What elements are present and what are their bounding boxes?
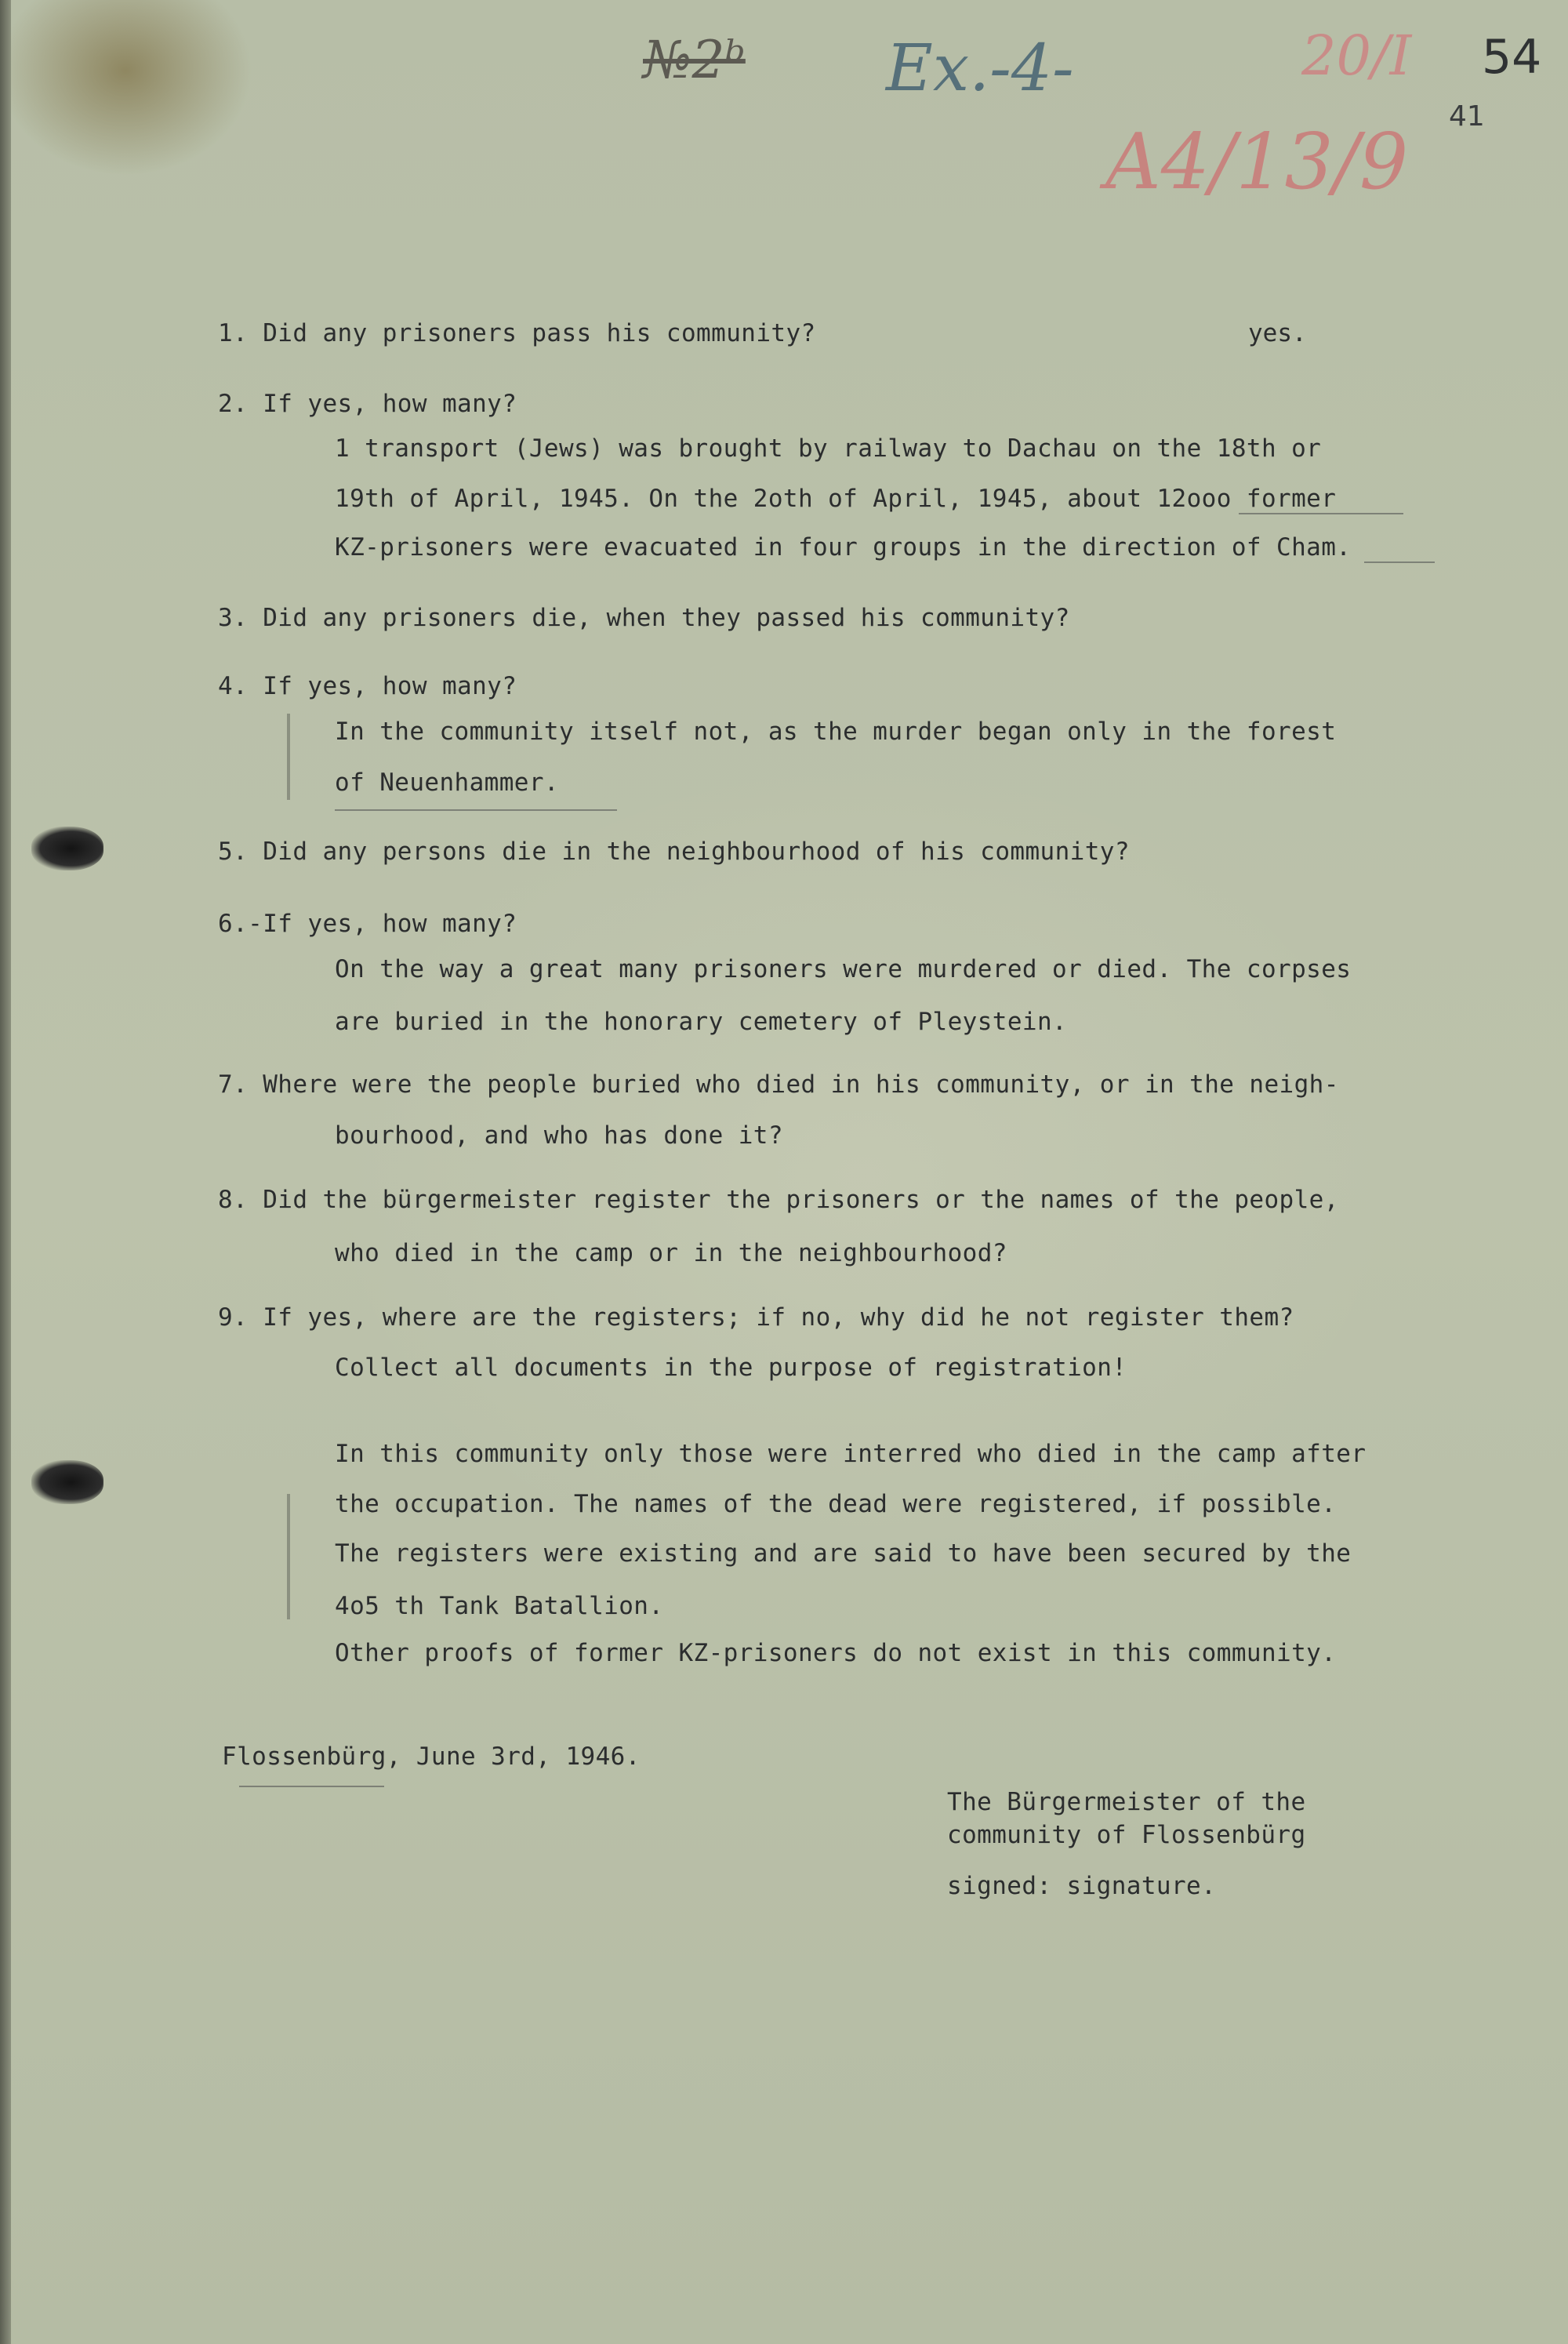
underline-mark [239,1786,384,1787]
question-number: 5. [218,838,249,866]
document-number-annotation: №2ᵇ [643,30,746,90]
question-text: If yes, how many? [263,390,517,418]
question-7-line-2: bourhood, and who has done it? [335,1121,783,1150]
question-2 [218,390,517,418]
question-8-line-2: who died in the camp or in the neighbourhood? [335,1239,1007,1267]
margin-mark [287,1494,290,1619]
answer-1: yes. [1248,319,1307,347]
question-number: 4. [218,672,249,700]
question-number: 2. [218,390,249,418]
page-subnumber: 41 [1449,100,1485,133]
margin-mark [287,714,290,800]
final-answer-line-5: Other proofs of former KZ-prisoners do not exist in this community. [335,1639,1337,1667]
question-8 [218,1186,1339,1214]
question-7 [218,1070,1339,1099]
question-number: 1. [218,319,249,347]
question-9-line-2: Collect all documents in the purpose of registration! [335,1354,1127,1382]
answer-2-line-1: 1 transport (Jews) was brought by railway to Dachau on the 18th or [335,434,1322,463]
page-number: 54 [1482,30,1542,85]
punch-hole-bottom [31,1460,103,1504]
answer-2-line-2: 19th of April, 1945. On the 2oth of April, 1945, about 12ooo former [335,485,1337,513]
question-3 [218,604,1070,632]
question-text: Did any prisoners die, when they passed his community? [263,604,1070,632]
question-text: Did any prisoners pass his community? [263,319,816,347]
signature-signed: signed: signature. [947,1872,1217,1900]
final-answer-line-3: The registers were existing and are said to have been secured by the [335,1539,1352,1568]
question-text: Did the bürgermeister register the prisoners or the names of the people, [263,1186,1339,1214]
punch-hole-top [31,827,103,870]
exhibit-mark-annotation: Ex.-4- [886,31,1074,106]
question-4 [218,672,517,700]
answer-2-line-3: KZ-prisoners were evacuated in four groups in the direction of Cham. [335,533,1352,561]
question-number: 8. [218,1186,249,1214]
answer-6-line-1: On the way a great many prisoners were murdered or died. The corpses [335,955,1352,983]
question-number: 9. [218,1303,249,1332]
question-text: If yes, where are the registers; if no, why did he not register them? [263,1303,1294,1332]
underline-mark [335,809,617,811]
question-number: 7. [218,1070,249,1099]
page-edge-shadow [0,0,11,2344]
question-1 [218,319,816,347]
question-number: 6.- [218,910,263,938]
answer-4-line-1: In the community itself not, as the murder began only in the forest [335,718,1337,746]
underline-mark [1239,513,1403,514]
question-text: Did any persons die in the neighbourhood of his community? [263,838,1130,866]
question-text: If yes, how many? [263,910,517,938]
answer-4-line-2: of Neuenhammer. [335,769,559,797]
red-date-annotation: 20/I [1301,24,1412,88]
question-5 [218,838,1130,866]
final-answer-line-4: 4o5 th Tank Batallion. [335,1592,664,1620]
question-text: If yes, how many? [263,672,517,700]
signature-title: The Bürgermeister of the [947,1788,1306,1816]
question-text: Where were the people buried who died in his community, or in the neigh- [263,1070,1339,1099]
answer-6-line-2: are buried in the honorary cemetery of Pleystein. [335,1008,1068,1036]
red-reference-annotation: A4/13/9 [1105,118,1409,207]
signature-community: community of Flossenbürg [947,1821,1306,1849]
question-6 [218,910,517,938]
underline-mark [1364,561,1435,563]
final-answer-line-1: In this community only those were interred who died in the camp after [335,1440,1367,1468]
final-answer-line-2: the occupation. The names of the dead were registered, if possible. [335,1490,1337,1518]
question-number: 3. [218,604,249,632]
place-date: Flossenbürg, June 3rd, 1946. [222,1743,641,1771]
question-9 [218,1303,1294,1332]
